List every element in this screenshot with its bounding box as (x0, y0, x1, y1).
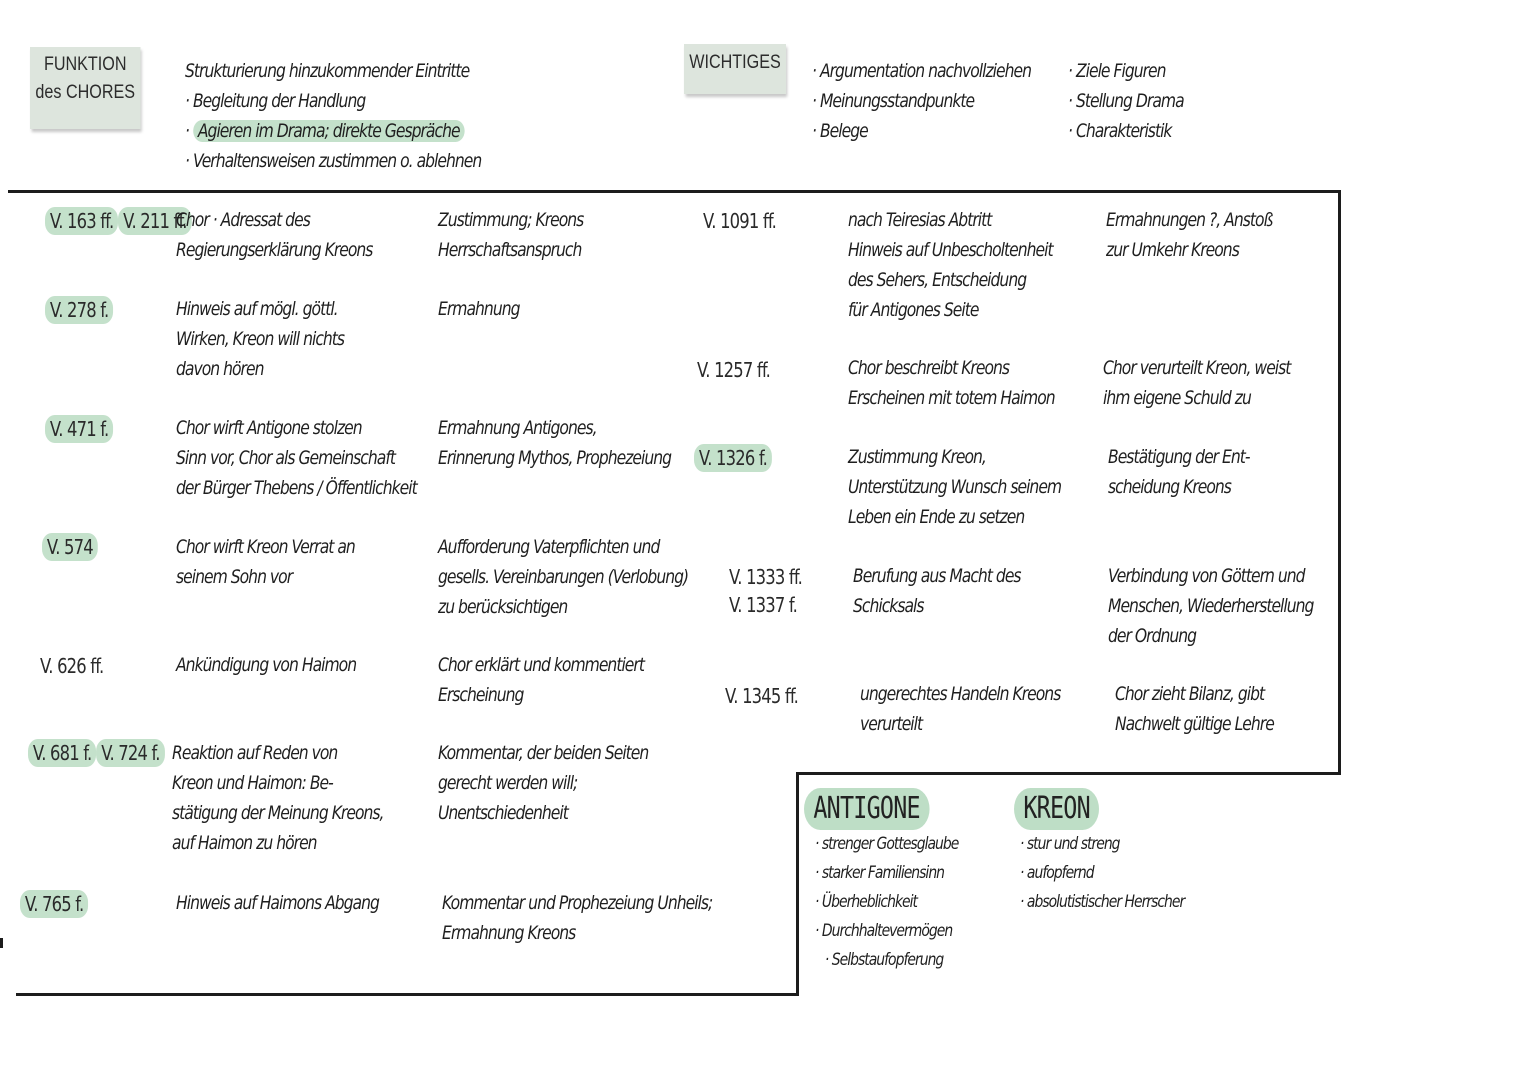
antigone-title: ANTIGONE (804, 788, 929, 830)
verse-ref: V. 1345 ff. (725, 684, 799, 708)
antigone-traits (815, 830, 958, 975)
row-comment: Bestätigung der Ent- scheidung Kreons (1108, 446, 1250, 498)
row-text: Hinweis auf mögl. göttl. Wirken, Kreon will nichts davon hören (176, 298, 345, 380)
trait-item: · aufopfernd (1020, 863, 1094, 883)
row-comment: Kommentar und Prophezeiung Unheils; Ermahnung Kreons (442, 892, 713, 944)
row-comment: Aufforderung Vaterpflichten und gesells. Vereinbarungen (Verlobung) zu berücksichtigen (438, 536, 689, 618)
funktion-item: · Verhaltensweisen zustimmen o. ablehnen (185, 150, 482, 172)
funktion-item: · Begleitung der Handlung (185, 90, 366, 112)
verse-ref: V. 574 (42, 533, 98, 561)
wichtiges-item: · Stellung Drama (1068, 86, 1184, 116)
kreon-traits (1020, 830, 1184, 917)
row-text: Hinweis auf Haimons Abgang (176, 892, 379, 914)
row-comment: Ermahnung Antigones, Erinnerung Mythos, Prophezeiung (438, 417, 672, 469)
row-comment: Chor zieht Bilanz, gibt Nachwelt gültige Lehre (1115, 683, 1274, 735)
row-comment: Ermahnung (438, 298, 520, 320)
table-border-top (8, 190, 1341, 193)
funktion-list (185, 56, 481, 176)
verse-ref: V. 163 ff. V. 211 ff. (45, 207, 192, 235)
row-text: Chor wirft Kreon Verrat an seinem Sohn vor (176, 536, 355, 588)
wichtiges-item: · Meinungsstandpunkte (812, 86, 1031, 116)
row-comment: Verbindung von Göttern und Menschen, Wiederherstellung der Ordnung (1108, 565, 1314, 647)
table-border-mid (796, 772, 1341, 775)
verse-ref: V. 471 f. (45, 415, 113, 443)
trait-item: · stur und streng (1020, 834, 1120, 854)
trait-item: · Durchhaltevermögen (815, 917, 958, 946)
trait-item: · absolutistischer Herrscher (1020, 892, 1185, 912)
verse-ref: V. 1091 ff. (703, 209, 777, 233)
row-text: Ankündigung von Haimon (176, 654, 357, 676)
verse-ref: V. 1257 ff. (697, 358, 771, 382)
row-text: Chor wirft Antigone stolzen Sinn vor, Chor als Gemeinschaft der Bürger Thebens / Öffentlichkeit (176, 417, 417, 499)
row-text: Chor · Adressat des Regierungserklärung Kreons (176, 209, 373, 261)
funktion-label: FUNKTION des CHORES (30, 47, 141, 129)
row-text: Zustimmung Kreon, Unterstützung Wunsch seinem Leben ein Ende zu setzen (848, 446, 1062, 528)
funktion-item: Strukturierung hinzukommender Eintritte (185, 60, 470, 82)
table-border-inner (796, 772, 799, 996)
trait-item: · starker Familiensinn (815, 859, 958, 888)
wichtiges-label: WICHTIGES (684, 44, 786, 94)
trait-item: · Selbstaufopferung (815, 946, 958, 975)
row-comment: Zustimmung; Kreons Herrschaftsanspruch (438, 209, 584, 261)
verse-ref: V. 626 ff. (40, 654, 104, 678)
row-comment: Chor erklärt und kommentiert Erscheinung (438, 654, 644, 706)
wichtiges-list-1 (812, 56, 1031, 146)
table-border-bottom (16, 993, 799, 996)
verse-ref: V. 1326 f. (694, 444, 772, 472)
row-text: Chor beschreibt Kreons Erscheinen mit totem Haimon (848, 357, 1055, 409)
row-comment: Kommentar, der beiden Seiten gerecht werden will; Unentschiedenheit (438, 742, 649, 824)
row-comment: Chor verurteilt Kreon, weist ihm eigene Schuld zu (1103, 357, 1291, 409)
kreon-title: KREON (1014, 788, 1099, 830)
row-text: Berufung aus Macht des Schicksals (853, 565, 1021, 617)
wichtiges-item: · Ziele Figuren (1068, 56, 1184, 86)
verse-ref: V. 1333 ff. V. 1337 f. (729, 565, 803, 617)
verse-ref: V. 278 f. (45, 296, 113, 324)
row-text: ungerechtes Handeln Kreons verurteilt (860, 683, 1061, 735)
wichtiges-list-2 (1068, 56, 1184, 146)
wichtiges-item: · Charakteristik (1068, 116, 1184, 146)
trait-item: · Überheblichkeit (815, 888, 958, 917)
wichtiges-item: · Belege (812, 116, 1031, 146)
row-comment: Ermahnungen ?, Anstoß zur Umkehr Kreons (1106, 209, 1273, 261)
row-text: Reaktion auf Reden von Kreon und Haimon: Be- stätigung der Meinung Kreons, auf Haimon zu hören (172, 742, 384, 854)
verse-ref: V. 765 f. (20, 890, 88, 918)
wichtiges-item: · Argumentation nachvollziehen (812, 56, 1031, 86)
trait-item: · strenger Gottesglaube (815, 830, 958, 859)
verse-ref: V. 681 f. V. 724 f. (28, 739, 165, 767)
table-border-right (1338, 190, 1341, 775)
row-text: nach Teiresias Abtritt Hinweis auf Unbescholtenheit des Sehers, Entscheidung für Antigones Seite (848, 209, 1053, 321)
funktion-item: · Agieren im Drama; direkte Gespräche (185, 116, 481, 146)
margin-mark (0, 938, 3, 948)
